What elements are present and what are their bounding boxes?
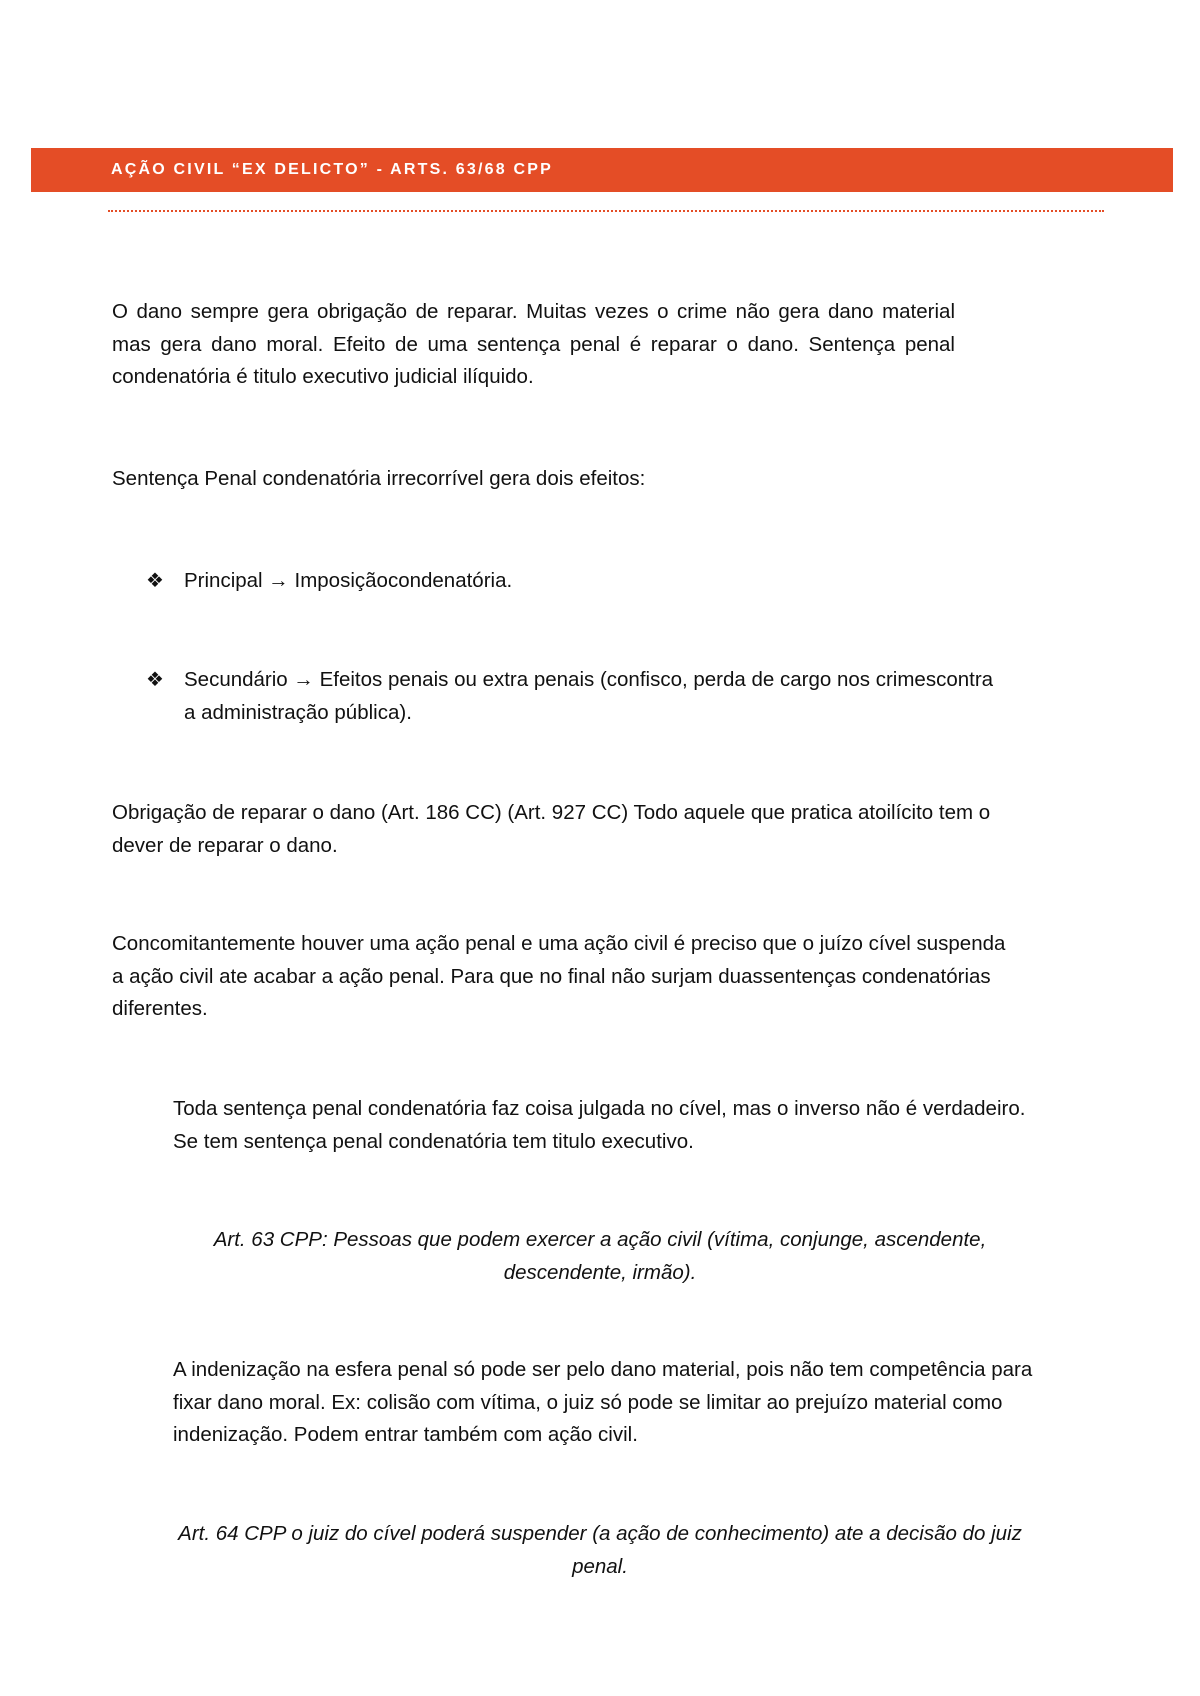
art63-citation: Art. 63 CPP: Pessoas que podem exercer a ação civil (vítima, conjunge, ascendente, descendente, irmão). — [213, 1228, 987, 1284]
diamond-bullet-icon: ❖ — [146, 669, 164, 691]
intro-paragraph: O dano sempre gera obrigação de reparar. Muitas vezes o crime não gera dano material mas gera dano moral. Efeito de uma sentença penal é reparar o dano. Sentença penal condenatória é titulo executivo judicial ilíquido. — [112, 300, 955, 388]
indemnity-paragraph: A indenização na esfera penal só pode ser pelo dano material, pois não tem competência para fixar dano moral. Ex: colisão com vítima, o juiz só pode se limitar ao prejuízo material como indenização. Podem entrar também com ação civil. — [173, 1358, 1033, 1446]
obligation-paragraph: Obrigação de reparar o dano (Art. 186 CC) (Art. 927 CC) Todo aquele que pratica atoilícito tem o dever de reparar o dano. — [112, 801, 991, 857]
diamond-bullet-icon: ❖ — [146, 570, 164, 592]
bullet-principal-text: Principal → Imposiçãocondenatória. — [184, 569, 513, 592]
bullet-secundario-text: Secundário → Efeitos penais ou extra penais (confisco, perda de cargo nos crimescontra a administração pública). — [184, 668, 994, 724]
dotted-divider — [108, 210, 1104, 212]
effects-heading: Sentença Penal condenatória irrecorrível gera dois efeitos: — [112, 467, 646, 490]
concurrent-paragraph: Concomitantemente houver uma ação penal e uma ação civil é preciso que o juízo cível suspenda a ação civil ate acabar a ação penal. Para que no final não surjam duassentenças condenatórias diferentes. — [112, 932, 1006, 1020]
res-judicata-paragraph: Toda sentença penal condenatória faz coisa julgada no cível, mas o inverso não é verdadeiro. Se tem sentença penal condenatória tem titulo executivo. — [173, 1097, 1026, 1153]
section-title: AÇÃO CIVIL “EX DELICTO” - ARTS. 63/68 CPP — [111, 161, 553, 178]
section-header-bar — [31, 148, 1173, 192]
art64-citation: Art. 64 CPP o juiz do cível poderá suspender (a ação de conhecimento) ate a decisão do juiz penal. — [178, 1522, 1022, 1578]
